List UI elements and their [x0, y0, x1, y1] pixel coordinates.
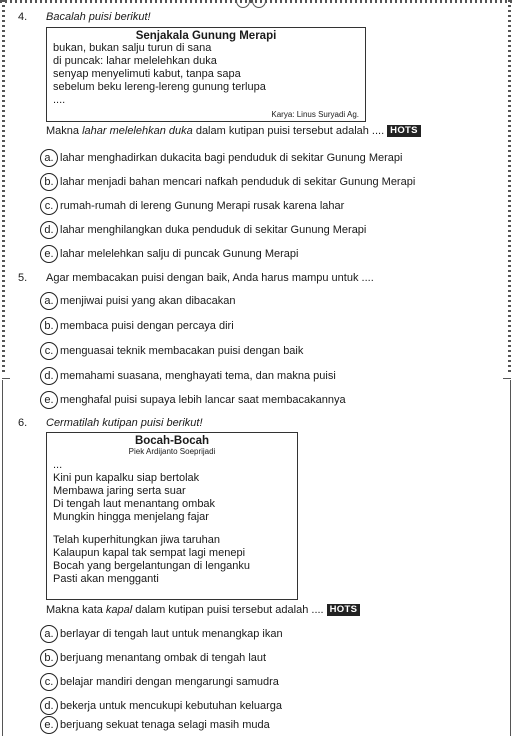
option-text: membaca puisi dengan percaya diri [60, 320, 234, 332]
option-letter: a. [40, 625, 58, 643]
option-text: berjuang sekuat tenaga selagi masih muda [60, 719, 270, 731]
poem-line: Membawa jaring serta suar [53, 485, 186, 497]
question-number: 4. [18, 11, 28, 23]
poem-title: Senjakala Gunung Merapi [135, 30, 277, 42]
poem-line: Telah kuperhitungkan jiwa taruhan [53, 534, 220, 546]
question-text [46, 125, 421, 137]
option-text: menguasai teknik membacakan puisi dengan baik [60, 345, 304, 357]
answer-option-d[interactable] [40, 697, 282, 715]
binder-rings-icon [236, 0, 268, 4]
question-text-part: Makna [46, 125, 83, 137]
option-letter: a. [40, 292, 58, 310]
answer-option-b[interactable] [40, 317, 234, 335]
poem-line: Di tengah laut menantang ombak [53, 498, 216, 510]
hots-badge: HOTS [387, 125, 421, 137]
poem-line: Kini pun kapalku siap bertolak [53, 472, 200, 484]
poem-author: Karya: Linus Suryadi Ag. [271, 110, 359, 119]
question-text-part: dalam kutipan puisi tersebut adalah .... [132, 604, 324, 616]
poem-box [46, 27, 366, 122]
poem-line: bukan, bukan salju turun di sana [53, 42, 212, 54]
answer-option-a[interactable] [40, 625, 283, 643]
question-number: 5. [18, 272, 28, 284]
answer-option-d[interactable] [40, 367, 336, 385]
page-border-tick [503, 378, 511, 379]
question-term: lahar melelehkan duka [82, 125, 193, 137]
option-text: berjuang menantang ombak di tengah laut [60, 652, 267, 664]
poem-box [46, 432, 298, 600]
question-instruction: Bacalah puisi berikut! [46, 11, 151, 23]
option-text: bekerja untuk mencukupi kebutuhan keluarga [60, 700, 282, 712]
option-letter: d. [40, 221, 58, 239]
question-number: 6. [18, 417, 28, 429]
option-text: lahar menghilangkan duka penduduk di sekitar Gunung Merapi [60, 224, 367, 236]
poem-line: Kalaupun kapal tak sempat lagi menepi [53, 547, 246, 559]
answer-option-d[interactable] [40, 221, 366, 239]
question-text-part: dalam kutipan puisi tersebut adalah .... [192, 125, 385, 137]
answer-option-c[interactable] [40, 197, 344, 215]
option-text: lahar melelehkan salju di puncak Gunung Merapi [60, 248, 299, 260]
option-letter: e. [40, 245, 58, 263]
poem-line: Mungkin hingga menjelang fajar [53, 511, 209, 523]
option-letter: e. [40, 716, 58, 734]
option-letter: c. [40, 342, 58, 360]
option-letter: c. [40, 197, 58, 215]
option-text: lahar menghadirkan dukacita bagi penduduk di sekitar Gunung Merapi [60, 152, 403, 164]
option-letter: b. [40, 649, 58, 667]
option-letter: e. [40, 391, 58, 409]
answer-option-b[interactable] [40, 649, 266, 667]
poem-line: ... [53, 459, 63, 471]
answer-option-a[interactable] [40, 149, 402, 167]
answer-option-c[interactable] [40, 342, 303, 360]
question-text: Agar membacakan puisi dengan baik, Anda harus mampu untuk .... [46, 272, 374, 284]
question-term: kapal [105, 604, 133, 616]
option-letter: a. [40, 149, 58, 167]
question-instruction: Cermatilah kutipan puisi berikut! [46, 417, 203, 429]
question-text-part: Makna kata [46, 604, 106, 616]
option-letter: b. [40, 173, 58, 191]
hots-badge: HOTS [327, 604, 361, 616]
option-letter: b. [40, 317, 58, 335]
answer-option-c[interactable] [40, 673, 279, 691]
poem-line: Bocah yang bergelantungan di lenganku [53, 560, 250, 572]
answer-option-b[interactable] [40, 173, 415, 191]
page-border-right-lower [510, 380, 511, 736]
poem-line: di puncak: lahar melelehkan duka [53, 55, 217, 67]
option-letter: c. [40, 673, 58, 691]
option-letter: d. [40, 697, 58, 715]
poem-line: .... [53, 94, 66, 106]
poem-line: sebelum beku lereng-lereng gunung terlupa [53, 81, 266, 93]
answer-option-a[interactable] [40, 292, 236, 310]
option-text: memahami suasana, menghayati tema, dan makna puisi [60, 370, 336, 382]
poem-author: Piek Ardijanto Soeprijadi [128, 447, 216, 456]
option-text: berlayar di tengah laut untuk menangkap ikan [60, 628, 283, 640]
poem-line: senyap menyelimuti kabut, tanpa sapa [53, 68, 241, 80]
page-border-tick [2, 378, 10, 379]
option-text: belajar mandiri dengan mengarungi samudra [60, 676, 279, 688]
option-letter: d. [40, 367, 58, 385]
page-border-right [508, 0, 511, 372]
option-text: rumah-rumah di lereng Gunung Merapi rusak karena lahar [60, 200, 345, 212]
option-text: menghafal puisi supaya lebih lancar saat membacakannya [60, 394, 346, 406]
answer-option-e[interactable] [40, 245, 298, 263]
poem-line: Pasti akan mengganti [53, 573, 159, 585]
option-text: menjiwai puisi yang akan dibacakan [60, 295, 236, 307]
page-border-left-lower [2, 380, 3, 736]
page-border-left [2, 0, 5, 372]
option-text: lahar menjadi bahan mencari nafkah penduduk di sekitar Gunung Merapi [60, 176, 416, 188]
answer-option-e[interactable] [40, 716, 270, 734]
answer-option-e[interactable] [40, 391, 346, 409]
poem-title: Bocah-Bocah [134, 435, 210, 447]
question-text [46, 604, 360, 616]
